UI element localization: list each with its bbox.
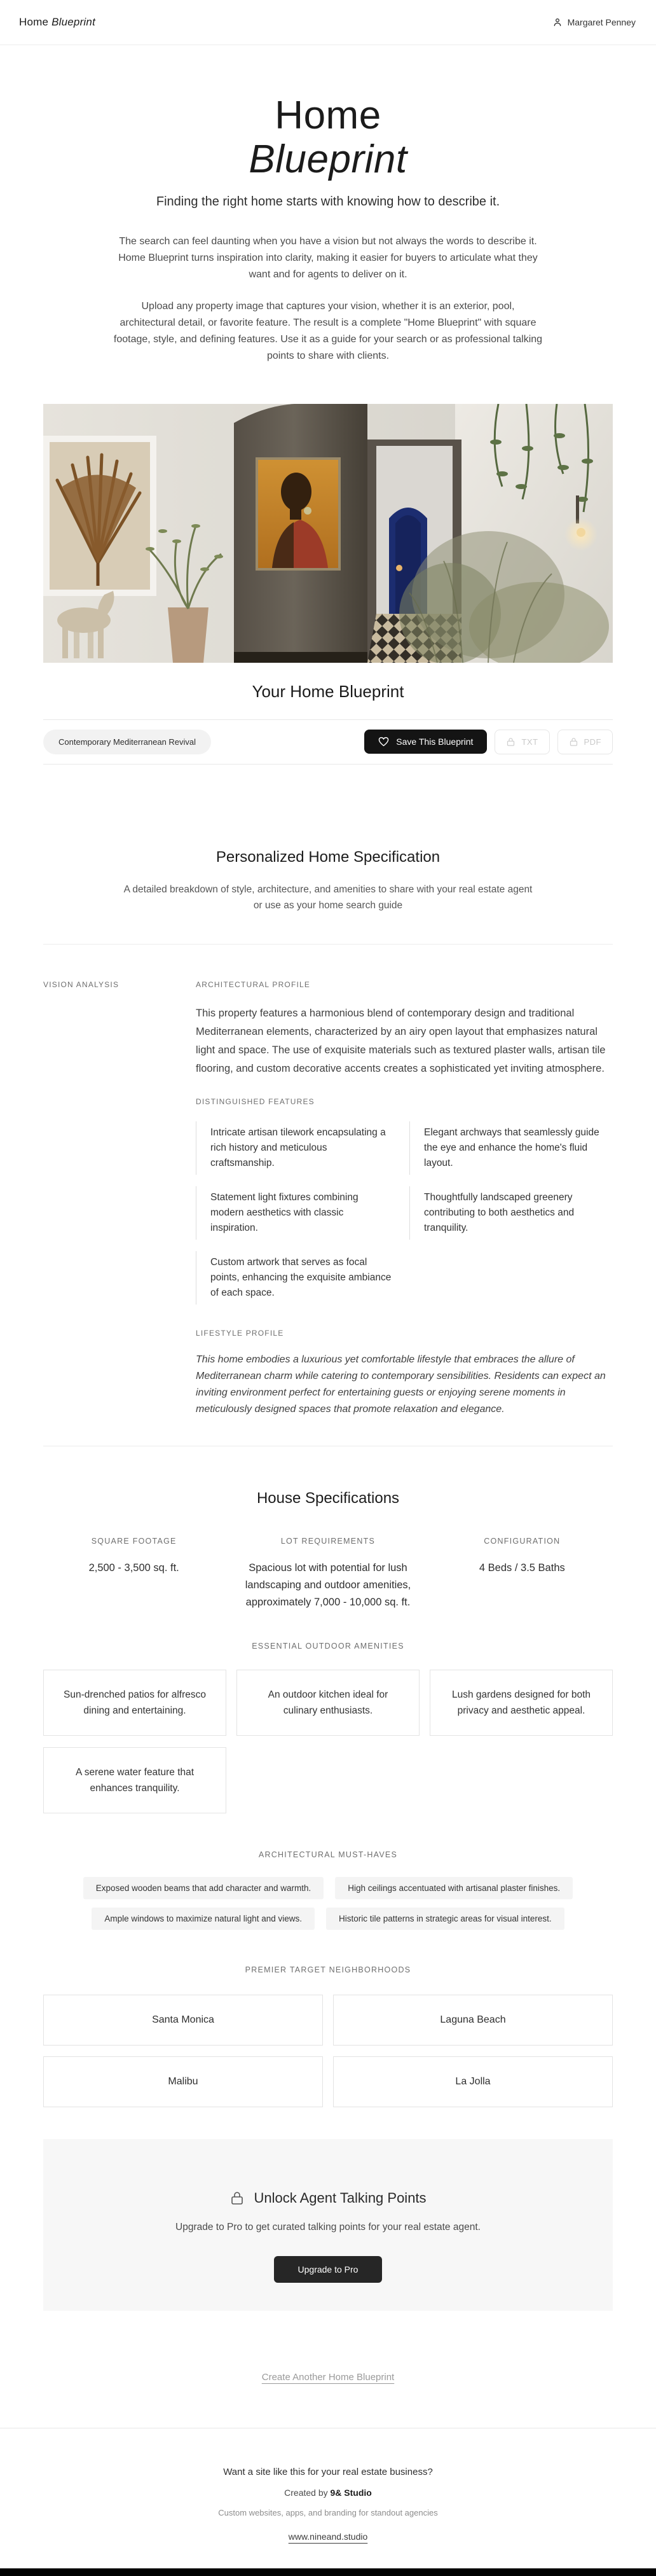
feature-item: Custom artwork that serves as focal points, enhancing the exquisite ambiance of each space.	[196, 1251, 399, 1305]
lot-requirements-value: Spacious lot with potential for lush landscaping and outdoor amenities, approximately 7,000 - 10,000 sq. ft.	[245, 1562, 411, 1608]
brand-logo[interactable]	[19, 16, 95, 29]
footer-line3: Custom websites, apps, and branding for standout agencies	[218, 2507, 438, 2517]
must-have-pill: Ample windows to maximize natural light and views.	[92, 1908, 315, 1930]
lot-requirements-label: LOT REQUIREMENTS	[280, 1536, 376, 1546]
amenity-card: Sun-drenched patios for alfresco dining and entertaining.	[43, 1670, 226, 1736]
house-specs-grid	[43, 1537, 613, 1611]
portrait-painting	[256, 457, 341, 571]
lock-icon	[506, 737, 516, 747]
property-photo-illustration	[43, 404, 613, 663]
outdoor-amenities-list	[43, 1670, 613, 1813]
feature-item: Statement light fixtures combining modern aesthetics with classic inspiration.	[196, 1186, 399, 1240]
account-menu[interactable]	[552, 17, 636, 27]
export-pdf-label: PDF	[584, 737, 601, 747]
architectural-profile-label: ARCHITECTURAL PROFILE	[196, 980, 311, 989]
distinguished-features-list	[196, 1121, 613, 1305]
brand-italic: Blueprint	[51, 16, 95, 28]
style-tag-pill: Contemporary Mediterranean Revival	[43, 730, 211, 754]
spec-column-square-footage	[43, 1537, 224, 1611]
upsell-heading: Unlock Agent Talking Points	[254, 2189, 427, 2206]
must-haves-label: ARCHITECTURAL MUST-HAVES	[258, 1850, 398, 1859]
amenity-card: A serene water feature that enhances tranquility.	[43, 1747, 226, 1813]
lifestyle-profile-text: This home embodies a luxurious yet comfortable lifestyle that embraces the allure of Mediterranean charm while catering to contemporary sensibilities. Residents can expect an inviting environment perfect for entertaining guests or enjoying serene moments in meticulously designed spaces that promote relaxation and elegance.	[196, 1354, 606, 1415]
spec-column-configuration	[432, 1537, 613, 1611]
page-title	[0, 93, 656, 182]
hero-intro-1: The search can feel daunting when you have a vision but not always the words to describe it. Home Blueprint turns inspiration into clarity, making it easier for buyers to articulate what they want and for agents to deliver on it.	[118, 235, 538, 280]
framed-art	[43, 436, 156, 596]
page-title-line1: Home	[275, 93, 381, 137]
neighborhood-card[interactable]: Santa Monica	[43, 1995, 323, 2046]
must-have-pill: Exposed wooden beams that add character and warmth.	[83, 1877, 324, 1899]
distinguished-features-label: DISTINGUISHED FEATURES	[196, 1097, 315, 1106]
page-title-line2: Blueprint	[249, 137, 407, 182]
blueprint-heading: Your Home Blueprint	[252, 681, 404, 701]
must-have-pill: High ceilings accentuated with artisanal plaster finishes.	[335, 1877, 573, 1899]
neighborhood-card[interactable]: Malibu	[43, 2056, 323, 2107]
neighborhood-card[interactable]: Laguna Beach	[333, 1995, 613, 2046]
feature-item: Elegant archways that seamlessly guide the eye and enhance the home's fluid layout.	[409, 1121, 613, 1175]
heart-icon	[378, 737, 389, 747]
square-footage-value: 2,500 - 3,500 sq. ft.	[88, 1562, 179, 1574]
footer-credit	[0, 2488, 656, 2498]
amenity-card: An outdoor kitchen ideal for culinary enthusiasts.	[236, 1670, 420, 1736]
upsell-panel	[43, 2139, 613, 2311]
hero-tagline: Finding the right home starts with knowing how to describe it.	[156, 194, 500, 209]
house-specs-heading: House Specifications	[256, 1489, 400, 1507]
square-footage-label: SQUARE FOOTAGE	[91, 1536, 177, 1546]
upgrade-to-pro-button[interactable]: Upgrade to Pro	[274, 2256, 383, 2283]
divider	[43, 944, 613, 945]
export-txt-label: TXT	[521, 737, 538, 747]
upsell-text: Upgrade to Pro to get curated talking points for your real estate agent.	[175, 2221, 481, 2233]
feature-item: Thoughtfully landscaped greenery contributing to both aesthetics and tranquility.	[409, 1186, 613, 1240]
spec-column-lot-requirements	[237, 1537, 418, 1611]
save-blueprint-button[interactable]	[364, 730, 487, 754]
configuration-label: CONFIGURATION	[484, 1536, 561, 1546]
specification-heading: Personalized Home Specification	[215, 848, 441, 866]
specification-subheading: A detailed breakdown of style, architecture, and amenities to share with your real estate agent or use as your home search guide	[123, 883, 533, 911]
must-have-pill: Historic tile patterns in strategic areas for visual interest.	[326, 1908, 564, 1930]
bottom-bar	[0, 2568, 656, 2576]
footer-line1: Want a site like this for your real estate business?	[223, 2466, 433, 2477]
create-another-link[interactable]: Create Another Home Blueprint	[261, 2371, 395, 2383]
lifestyle-profile-label: LIFESTYLE PROFILE	[196, 1328, 284, 1338]
lock-icon	[569, 737, 578, 747]
user-name: Margaret Penney	[567, 17, 636, 27]
export-txt-button[interactable]	[495, 730, 549, 754]
blueprint-toolbar	[43, 719, 613, 765]
vision-analysis-label: VISION ANALYSIS	[43, 980, 120, 989]
configuration-value: 4 Beds / 3.5 Baths	[479, 1562, 565, 1574]
hero-intro-2: Upload any property image that captures your vision, whether it is an exterior, pool, architectural detail, or favorite feature. The result is a complete "Home Blueprint" with square footage, style, and defining features. Use it as a guide for your search or as professional talking points to share with clients.	[113, 300, 543, 361]
footer	[0, 2467, 656, 2576]
must-haves-list	[43, 1877, 613, 1930]
brand-regular: Home	[19, 16, 49, 28]
footer-studio-name: 9& Studio	[330, 2487, 372, 2498]
architectural-profile-text: This property features a harmonious blend of contemporary design and traditional Mediterranean elements, characterized by an airy open layout that emphasizes natural light and space. The use of exquisite materials such as textured plaster walls, artisan tile flooring, and custom decorative accents creates a sophisticated yet inviting atmosphere.	[196, 1007, 606, 1074]
feature-item: Intricate artisan tilework encapsulating a rich history and meticulous craftsmanship.	[196, 1121, 399, 1175]
neighborhood-card[interactable]: La Jolla	[333, 2056, 613, 2107]
property-photo	[43, 404, 613, 663]
save-blueprint-label: Save This Blueprint	[396, 737, 474, 747]
neighborhoods-label: PREMIER TARGET NEIGHBORHOODS	[245, 1965, 411, 1974]
lock-icon	[229, 2191, 245, 2206]
hero-section	[0, 45, 656, 364]
vision-analysis-section	[43, 980, 613, 1418]
amenity-card: Lush gardens designed for both privacy and aesthetic appeal.	[430, 1670, 613, 1736]
footer-created-prefix: Created by	[284, 2487, 328, 2498]
footer-studio-link[interactable]: www.nineand.studio	[288, 2531, 368, 2542]
user-icon	[552, 17, 563, 27]
header	[0, 0, 656, 45]
outdoor-amenities-label: ESSENTIAL OUTDOOR AMENITIES	[252, 1641, 404, 1651]
export-pdf-button[interactable]	[557, 730, 613, 754]
neighborhoods-list	[43, 1995, 613, 2107]
